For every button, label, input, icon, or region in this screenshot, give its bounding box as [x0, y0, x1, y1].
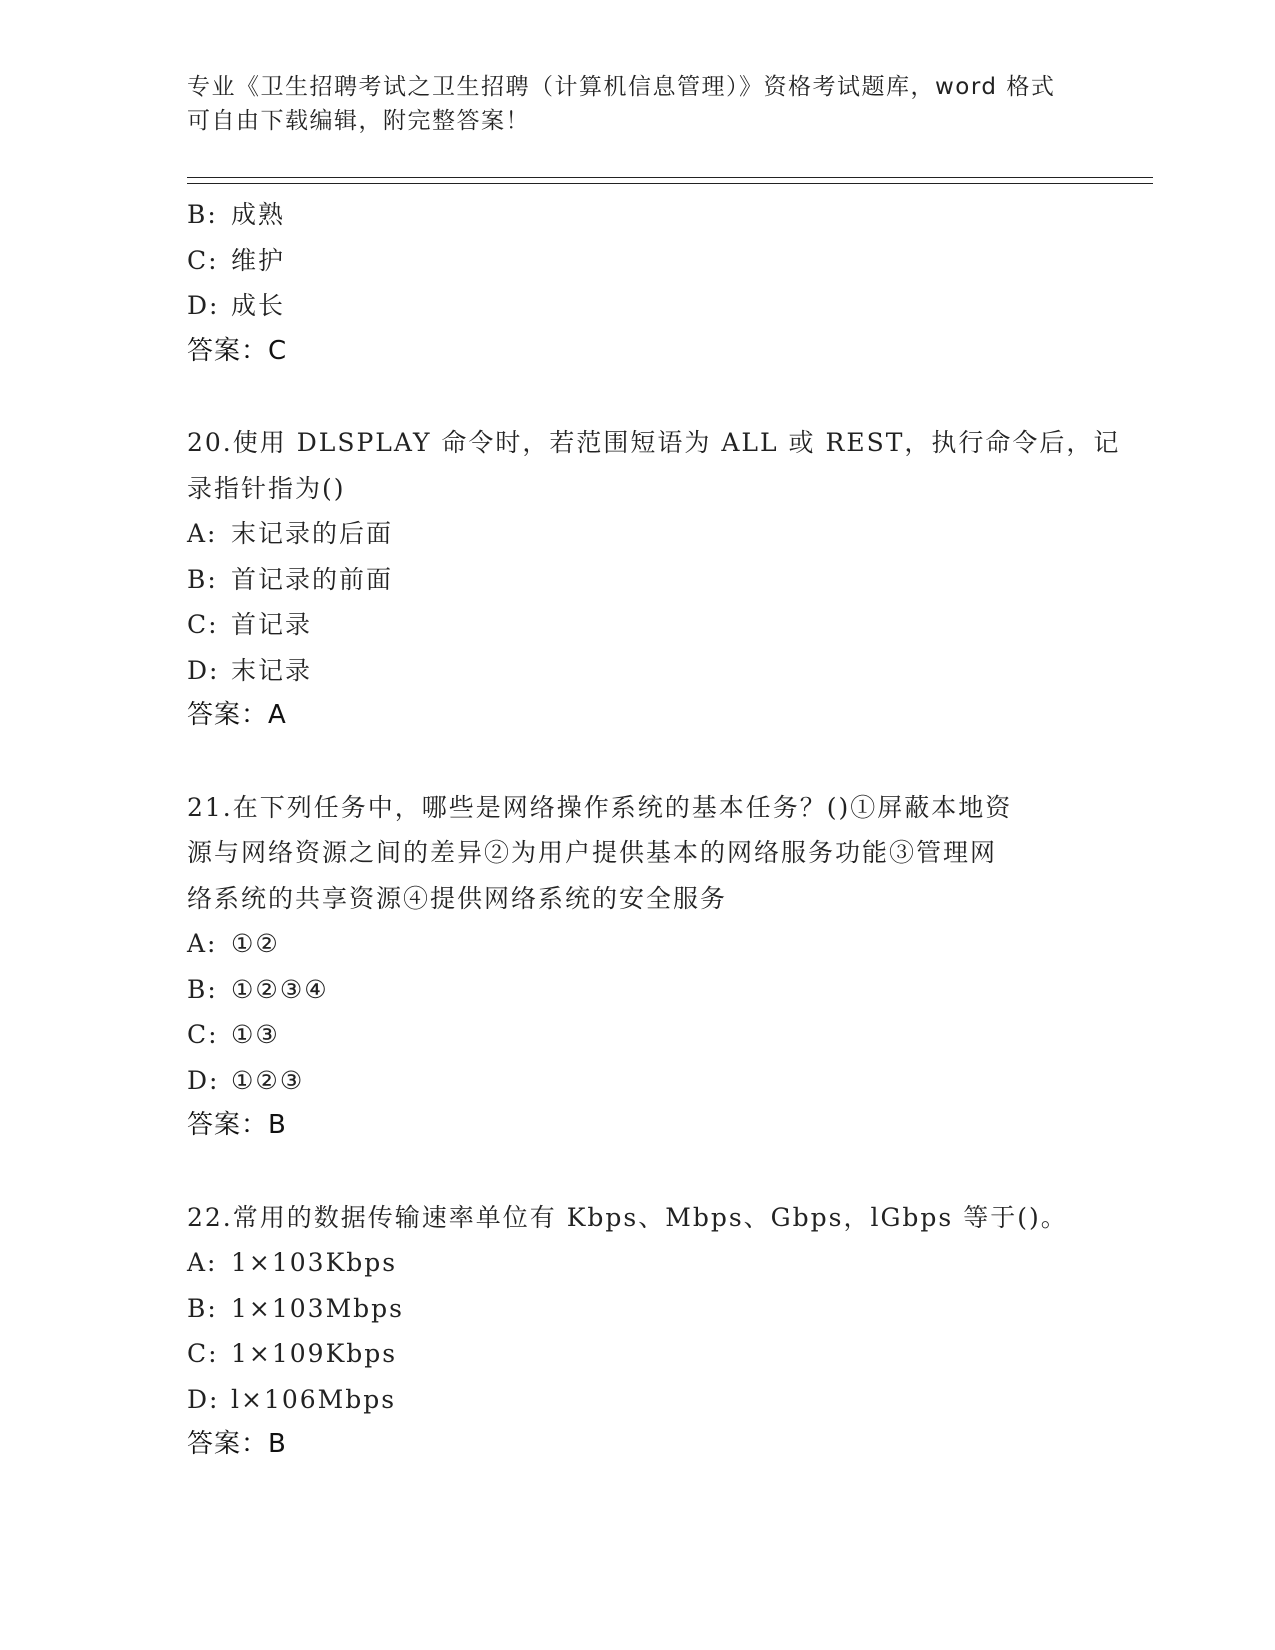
- spacer: [187, 374, 1087, 420]
- option-text: 末记录: [231, 655, 313, 685]
- option-text: 首记录: [231, 610, 313, 639]
- question-content: [187, 192, 1121, 1468]
- option-text: 维护: [231, 245, 286, 275]
- option-text: ①③: [231, 1020, 280, 1049]
- answer-line: 答案：A: [187, 700, 287, 730]
- option-key: C:: [187, 610, 219, 639]
- option-text: 首记录的前面: [231, 564, 394, 594]
- option-text: 成长: [231, 291, 286, 320]
- option-key: B:: [187, 200, 218, 229]
- option-b: [187, 967, 1087, 1013]
- question-stem-line: 录指针指为(): [187, 473, 346, 503]
- option-b: [187, 1286, 1087, 1332]
- option-key: A:: [187, 1248, 218, 1277]
- spacer: [187, 1149, 1087, 1195]
- option-key: A:: [187, 519, 218, 548]
- option-text: 1×109Kbps: [231, 1339, 398, 1368]
- option-key: B:: [187, 564, 218, 594]
- question-stem-line: 源与网络资源之间的差异②为用户提供基本的网络服务功能③管理网: [187, 838, 998, 867]
- option-c: [187, 1331, 1087, 1377]
- header-divider-top: [187, 177, 1153, 178]
- option-d: [187, 283, 1087, 329]
- option-a: [187, 511, 1087, 557]
- question-stem-line: 络系统的共享资源④提供网络系统的安全服务: [187, 883, 728, 913]
- option-text: ①②③: [231, 1065, 305, 1095]
- option-text: ①②: [231, 929, 280, 958]
- option-key: D:: [187, 1384, 220, 1414]
- previous-question-tail: [187, 192, 1087, 374]
- question-stem-line: 21.在下列任务中，哪些是网络操作系统的基本任务？()①屏蔽本地资: [187, 792, 1013, 822]
- header-title-line-2: 可自由下载编辑，附完整答案！: [187, 108, 530, 134]
- option-text: ①②③④: [231, 974, 329, 1004]
- option-text: 1×103Mbps: [231, 1293, 405, 1323]
- option-text: 末记录的后面: [231, 519, 394, 548]
- header-divider-bottom: [187, 183, 1153, 184]
- option-a: [187, 921, 1087, 967]
- option-b: [187, 557, 1087, 603]
- option-c: [187, 602, 1087, 648]
- option-d: [187, 1377, 1087, 1423]
- option-d: [187, 648, 1087, 694]
- question-21: [187, 785, 1087, 1149]
- option-c: [187, 238, 1087, 284]
- option-d: [187, 1058, 1087, 1104]
- question-stem-line: 22.常用的数据传输速率单位有 Kbps、Mbps、Gbps，lGbps 等于()。: [187, 1202, 1068, 1232]
- option-key: A:: [187, 929, 218, 958]
- answer-line: 答案：B: [187, 1110, 287, 1140]
- option-key: B:: [187, 974, 218, 1004]
- option-text: l×106Mbps: [231, 1384, 397, 1414]
- option-b: [187, 192, 1087, 238]
- option-key: C:: [187, 1339, 219, 1368]
- option-key: D:: [187, 1065, 220, 1095]
- spacer: [187, 739, 1087, 785]
- document-header: [187, 70, 1087, 138]
- option-key: B:: [187, 1293, 218, 1323]
- option-text: 成熟: [231, 200, 286, 229]
- option-a: [187, 1240, 1087, 1286]
- option-key: C:: [187, 245, 219, 275]
- option-key: D:: [187, 291, 220, 320]
- option-key: D:: [187, 655, 220, 685]
- header-title-line-1: 专业《卫生招聘考试之卫生招聘（计算机信息管理）》资格考试题库，word 格式: [187, 74, 1056, 100]
- question-stem-line: 20.使用 DLSPLAY 命令时，若范围短语为 ALL 或 REST，执行命令后，记: [187, 428, 1121, 457]
- answer-line: 答案：B: [187, 1429, 287, 1459]
- option-c: [187, 1012, 1087, 1058]
- option-text: 1×103Kbps: [231, 1248, 398, 1277]
- option-key: C:: [187, 1020, 219, 1049]
- answer-line: 答案：C: [187, 335, 288, 366]
- question-20: [187, 420, 1121, 739]
- question-22: [187, 1195, 1087, 1468]
